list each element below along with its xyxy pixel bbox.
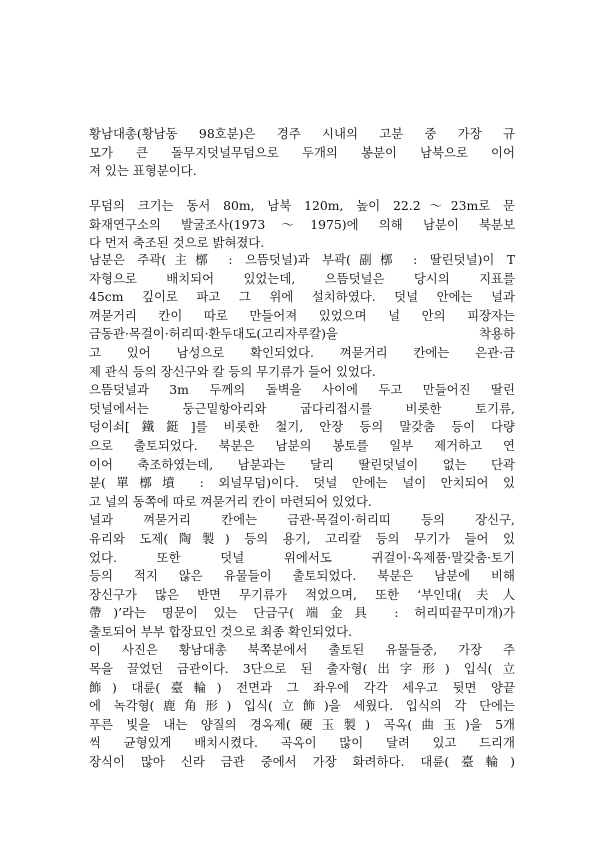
text-line: 무덤의 크기는 동서 80m, 남북 120m, 높이 22.2～23m로 문 bbox=[89, 198, 515, 213]
text-line: 이어 축조하였는데, 남분과는 달리 딸린덧널이 없는 단곽 bbox=[89, 456, 515, 472]
text-line: 고 널의 동쪽에 따로 껴묻거리 칸이 마련되어 있었다. bbox=[89, 493, 372, 509]
text-line: 이 사진은 황남대총 북쪽분에서 출토된 유물들중, 가장 주 bbox=[89, 642, 515, 658]
text-line: 帶)’라는 명문이 있는 단금구(端金具 : 허리띠끝꾸미개)가 bbox=[89, 605, 515, 621]
text-line: 널과 껴묻거리 칸에는 금관·목걸이·허리띠 등의 장신구, bbox=[89, 512, 515, 528]
text-line: 으로 출토되었다. 북분은 남분의 봉토를 일부 제거하고 연 bbox=[89, 437, 515, 453]
text-line: 남분은 주곽(主槨 : 으뜸덧널)과 부곽(副槨 : 딸린덧널)이 T bbox=[89, 252, 515, 267]
text-line: 목을 끌었던 금관이다. 3단으로 된 출자형(出字形) 입식(立 bbox=[89, 661, 515, 677]
text-line: 등의 적지 않은 유물들이 출토되었다. 북분은 남분에 비해 bbox=[89, 568, 515, 584]
text-line: 껴묻거리 칸이 따로 만들어져 있었으며 널 안의 피장자는 bbox=[89, 307, 515, 323]
text-line: 장신구가 많은 반면 무기류가 적었으며, 또한 ‘부인대(夫人 bbox=[89, 586, 515, 602]
text-line: 장식이 많아 신라 금관 중에서 가장 화려하다. 대륜(臺輪) bbox=[89, 754, 515, 770]
text-line: 황남대총(황남동 98호분)은 경주 시내의 고분 중 가장 규 bbox=[89, 126, 515, 141]
text-line: 었다. 또한 덧널 위에서도 귀걸이·옥제품·말갖춤·토기 bbox=[89, 549, 515, 565]
text-line: 45cm 깊이로 파고 그 위에 설치하였다. 덧널 안에는 널과 bbox=[89, 289, 515, 305]
text-line: 다 먼저 축조된 것으로 밝혀졌다. bbox=[89, 235, 265, 251]
text-line: 자형으로 배치되어 있었는데, 으뜸덧널은 당시의 지표를 bbox=[89, 270, 515, 286]
text-line: 덧널에서는 둥근밑항아리와 굽다리접시를 비롯한 토기류, bbox=[89, 400, 515, 416]
text-line: 飾) 대륜(臺輪) 전면과 그 좌우에 각각 세우고 뒷면 양끝 bbox=[89, 679, 515, 695]
text-line: 제 관식 등의 장신구와 칼 등의 무기류가 들어 있었다. bbox=[89, 363, 376, 379]
intro-paragraph bbox=[89, 125, 515, 181]
text-line: 모가 큰 돌무지덧널무덤으로 두개의 봉분이 남북으로 이어 bbox=[89, 144, 515, 160]
body-paragraph bbox=[89, 251, 515, 772]
text-line: 으뜸덧널과 3m 두께의 돌벽을 사이에 두고 만들어진 딸린 bbox=[89, 382, 515, 398]
size-paragraph bbox=[89, 197, 515, 253]
text-line: 고 있어 남성으로 확인되었다. 껴묻거리 칸에는 은관·금 bbox=[89, 344, 515, 360]
text-line: 화재연구소의 발굴조사(1973～1975)에 의해 남분이 북분보 bbox=[89, 216, 515, 232]
text-line: 유리와 도제(陶製) 등의 용기, 고리칼 등의 무기가 들어 있 bbox=[89, 530, 515, 546]
text-line: 에 녹각형(鹿角形) 입식(立飾)을 세웠다. 입식의 각 단에는 bbox=[89, 698, 515, 714]
text-line: 덩이쇠[鐵鋌]를 비롯한 철기, 안장 등의 말갖춤 등이 다량 bbox=[89, 419, 515, 435]
text-line: 금동관·목걸이·허리띠·환두대도(고리자루칼)을 착용하 bbox=[89, 326, 515, 342]
text-line: 져 있는 표형분이다. bbox=[89, 163, 197, 179]
text-line: 씩 균형있게 배치시켰다. 곡옥이 많이 달려 있고 드리개 bbox=[89, 735, 515, 751]
text-line: 분(單槨墳 : 외널무덤)이다. 덧널 안에는 널이 안치되어 있 bbox=[89, 475, 515, 491]
text-line: 출토되어 부부 합장묘인 것으로 최종 확인되었다. bbox=[89, 623, 353, 639]
text-line: 푸른 빛을 내는 양질의 경옥제(硬玉製) 곡옥(曲玉)을 5개 bbox=[89, 716, 515, 732]
